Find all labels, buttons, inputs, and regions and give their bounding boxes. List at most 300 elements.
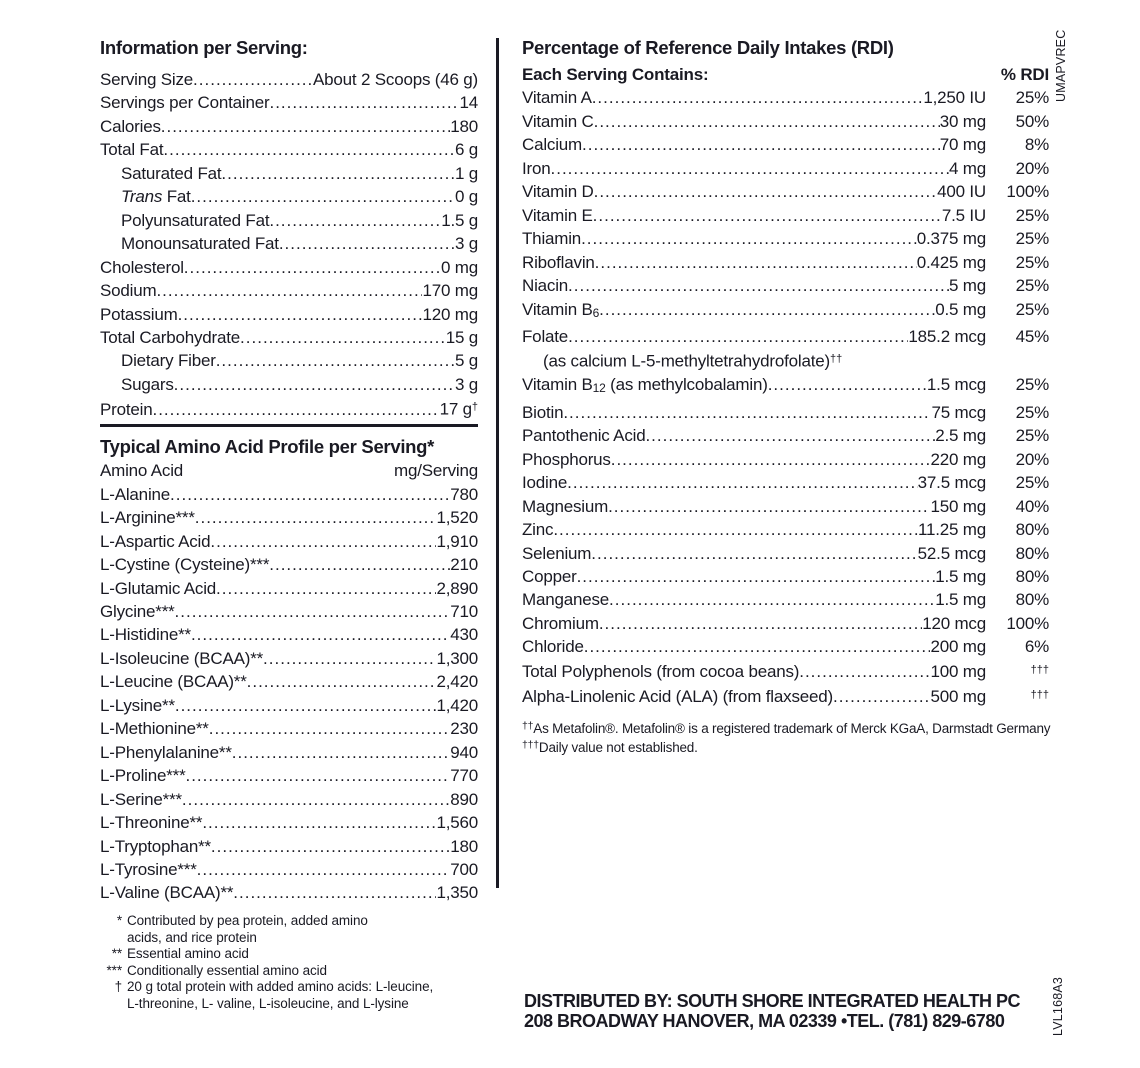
nutrient-name: Vitamin E: [522, 205, 593, 225]
nutrient-amount: 0.375 mg: [916, 229, 986, 249]
footnote: [522, 718, 1049, 737]
nutrient-name: Dietary Fiber: [121, 351, 216, 371]
dot-leader: [269, 91, 459, 114]
footnote-marker: ***: [106, 962, 122, 978]
nutrition-row: [100, 68, 478, 91]
nutrient-name: Alpha-Linolenic Acid (ALA) (from flaxseed): [522, 687, 833, 707]
dot-leader: [608, 495, 930, 518]
amino-name: L-Tryptophan**: [100, 836, 211, 856]
dot-leader: [568, 325, 908, 348]
nutrient-pct: 25%: [1015, 276, 1049, 296]
nutrition-row: [100, 162, 478, 185]
nutrient-pct: 80%: [1015, 590, 1049, 610]
amino-value: 230: [450, 719, 478, 739]
amino-row: [100, 811, 478, 834]
nutrient-amount: 70 mg: [939, 135, 986, 155]
dot-leader: [163, 138, 455, 161]
nutrient-value: 120 mg: [422, 304, 478, 324]
footnote-text: Contributed by pea protein, added amino acids, and rice protein: [127, 912, 368, 945]
amino-row: [100, 506, 478, 529]
section-divider-line: [100, 424, 478, 427]
footnote-text: Essential amino acid: [127, 946, 249, 962]
dot-leader: [232, 741, 450, 764]
amino-value: 770: [450, 766, 478, 786]
nutrient-value: 180: [450, 116, 478, 136]
nutrient-pct: 50%: [1015, 111, 1049, 131]
nutrient-pct: 40%: [1015, 496, 1049, 516]
dot-leader: [195, 506, 437, 529]
amino-row: [100, 600, 478, 623]
nutrient-name: Sugars: [121, 374, 174, 394]
dot-leader: [269, 553, 450, 576]
amino-name: L-Valine (BCAA)**: [100, 883, 234, 903]
footnote: [100, 963, 478, 980]
rdi-row: [522, 348, 1049, 373]
amino-value: 430: [450, 625, 478, 645]
amino-section-title: Typical Amino Acid Profile per Serving*: [100, 436, 435, 458]
nutrient-pct: 25%: [1015, 299, 1049, 319]
nutrient-pct: 100%: [1006, 613, 1049, 633]
nutrition-row: [100, 91, 478, 114]
nutrient-value: 6 g: [454, 140, 478, 160]
nutrient-name: Vitamin C: [522, 111, 594, 131]
dot-leader: [599, 298, 935, 321]
amino-value: 2,420: [436, 672, 478, 692]
rdi-row: [522, 518, 1049, 541]
amino-value: 180: [450, 836, 478, 856]
nutrient-pct: 25%: [1015, 375, 1049, 395]
rdi-row: [522, 274, 1049, 297]
amino-name: L-Leucine (BCAA)**: [100, 672, 247, 692]
nutrient-name: Protein: [100, 399, 153, 419]
nutrient-pct: 20%: [1015, 158, 1049, 178]
amino-row: [100, 764, 478, 787]
nutrition-row: [100, 209, 478, 232]
nutrient-value: 3 g: [454, 374, 478, 394]
rdi-section-title: Percentage of Reference Daily Intakes (RDI): [522, 37, 894, 58]
nutrient-amount: 4 mg: [949, 158, 986, 178]
dot-leader: [216, 349, 455, 372]
nutrient-value: 5 g: [454, 351, 478, 371]
dot-leader: [593, 204, 942, 227]
nutrient-amount: 75 mcg: [931, 402, 986, 422]
nutrient-pct: †††: [1030, 688, 1049, 701]
nutrient-amount: 200 mg: [930, 637, 986, 657]
nutrient-value: 15 g: [445, 327, 478, 347]
nutrient-pct: 25%: [1015, 473, 1049, 493]
amino-value: 1,420: [436, 695, 478, 715]
nutrient-value: 14: [459, 93, 478, 113]
nutrient-name: Chromium: [522, 613, 599, 633]
nutrient-name: Riboflavin: [522, 252, 595, 272]
rdi-row: [522, 542, 1049, 565]
dot-leader: [581, 227, 917, 250]
footnote: [100, 946, 478, 963]
nutrient-pct: 8%: [1024, 135, 1049, 155]
rdi-row: [522, 588, 1049, 611]
nutrient-pct: 25%: [1015, 426, 1049, 446]
nutrient-value: 0 g: [454, 187, 478, 207]
nutrient-name: Folate: [522, 326, 569, 346]
rdi-row: [522, 110, 1049, 133]
rdi-row: [522, 659, 1049, 684]
nutrient-name: Total Carbohydrate: [100, 327, 241, 347]
amino-row: [100, 577, 478, 600]
dot-leader: [584, 635, 931, 658]
dot-leader: [193, 68, 313, 91]
amino-row: [100, 553, 478, 576]
dot-leader: [551, 157, 950, 180]
dot-leader: [209, 717, 451, 740]
dot-leader: [152, 398, 439, 421]
amino-acid-list: [100, 483, 478, 905]
dot-leader: [216, 577, 436, 600]
nutrition-row: [100, 279, 478, 302]
rdi-row: [522, 448, 1049, 471]
amino-row: [100, 670, 478, 693]
dot-leader: [191, 185, 455, 208]
amino-name: L-Phenylalanine**: [100, 742, 232, 762]
nutrient-amount: 400 IU: [937, 182, 986, 202]
nutrient-name: Phosphorus: [522, 449, 611, 469]
nutrient-pct: 80%: [1015, 520, 1049, 540]
rdi-nutrient-list: [522, 86, 1049, 708]
amino-value: 2,890: [436, 578, 478, 598]
amino-row: [100, 788, 478, 811]
nutrition-row: [100, 256, 478, 279]
nutrition-row: [100, 138, 478, 161]
nutrient-name: Cholesterol: [100, 257, 184, 277]
rdi-col-label: Each Serving Contains:: [522, 65, 709, 84]
rdi-col-pct: % RDI: [1000, 65, 1049, 84]
nutrient-amount: 185.2 mcg: [908, 326, 986, 346]
amino-value: 1,350: [436, 883, 478, 903]
dot-leader: [191, 623, 450, 646]
nutrition-row: [100, 396, 478, 421]
nutrient-name: Vitamin B12 (as methylcobalamin): [522, 375, 768, 396]
nutrient-amount: 52.5 mcg: [917, 543, 986, 563]
rdi-row: [522, 251, 1049, 274]
nutrient-value: 0 mg: [441, 257, 478, 277]
dot-leader: [833, 685, 931, 708]
nutrition-row: [100, 185, 478, 208]
amino-value: 890: [450, 789, 478, 809]
rdi-row: [522, 298, 1049, 325]
footnote-text: Conditionally essential amino acid: [127, 962, 327, 978]
info-section-title: Information per Serving:: [100, 37, 308, 58]
nutrient-name: Vitamin A: [522, 88, 592, 108]
nutrient-name: Sodium: [100, 281, 157, 301]
dot-leader: [577, 565, 936, 588]
amino-name: Glycine***: [100, 602, 175, 622]
dot-leader: [240, 326, 446, 349]
amino-row: [100, 530, 478, 553]
rdi-row: [522, 635, 1049, 658]
nutrition-row: [100, 373, 478, 396]
dot-leader: [197, 858, 451, 881]
amino-value: 1,520: [436, 508, 478, 528]
nutrient-pct: 45%: [1015, 326, 1049, 346]
nutrition-row: [100, 232, 478, 255]
rdi-row: [522, 471, 1049, 494]
amino-value: 940: [450, 742, 478, 762]
amino-name: L-Proline***: [100, 766, 186, 786]
nutrient-name: Magnesium: [522, 496, 609, 516]
nutrient-amount: 11.25 mg: [917, 520, 986, 540]
column-divider-line: [496, 38, 499, 888]
info-per-serving-section: [100, 36, 478, 1012]
nutrient-pct: 80%: [1015, 543, 1049, 563]
nutrient-amount: 120 mcg: [922, 613, 986, 633]
rdi-row: [522, 565, 1049, 588]
nutrient-value: 17 g†: [439, 399, 478, 419]
nutrition-row: [100, 349, 478, 372]
rdi-row: [522, 325, 1049, 348]
dot-leader: [595, 251, 917, 274]
amino-value: 1,910: [436, 531, 478, 551]
nutrient-amount: 1.5 mcg: [926, 375, 986, 395]
dot-leader: [175, 694, 437, 717]
nutrient-name: Servings per Container: [100, 93, 270, 113]
dot-leader: [221, 162, 455, 185]
print-code-top: UMAPVREC: [1054, 29, 1068, 102]
nutrient-name: Iodine: [522, 473, 568, 493]
footnote-text: As Metafolin®. Metafolin® is a registered trademark of Merck KGaA, Darmstadt Germany: [533, 720, 1051, 736]
amino-row: [100, 717, 478, 740]
amino-name: L-Lysine**: [100, 695, 175, 715]
nutrient-value: About 2 Scoops (46 g): [313, 70, 478, 89]
amino-row: [100, 881, 478, 904]
amino-name: L-Alanine: [100, 484, 171, 504]
nutrient-name: Potassium: [100, 304, 178, 324]
rdi-section: [522, 36, 1049, 756]
dot-leader: [211, 835, 450, 858]
dot-leader: [645, 424, 935, 447]
nutrient-name: Vitamin D: [522, 182, 594, 202]
dot-leader: [170, 483, 450, 506]
amino-name: L-Glutamic Acid: [100, 578, 217, 598]
amino-col-label: Amino Acid: [100, 461, 184, 481]
nutrient-name: Serving Size: [100, 70, 194, 89]
nutrient-name: Chloride: [522, 637, 584, 657]
dot-leader: [279, 232, 455, 255]
dot-leader: [591, 542, 917, 565]
amino-row: [100, 483, 478, 506]
amino-footnotes: [100, 913, 478, 1013]
nutrient-pct: 20%: [1015, 449, 1049, 469]
nutrient-name: Zinc: [522, 520, 554, 540]
nutrient-amount: 30 mg: [939, 111, 986, 131]
dot-leader: [174, 373, 455, 396]
nutrient-pct: 25%: [1015, 205, 1049, 225]
dot-leader: [582, 133, 940, 156]
rdi-table-header: [522, 63, 1049, 86]
amino-value: 1,300: [436, 648, 478, 668]
nutrition-facts-list: [100, 68, 478, 421]
footnote-marker: ††: [522, 719, 534, 732]
dot-leader: [269, 209, 441, 232]
footnote: [100, 913, 478, 946]
dot-leader: [609, 588, 935, 611]
rdi-row: [522, 133, 1049, 156]
dot-leader: [553, 518, 918, 541]
nutrient-name: Saturated Fat: [121, 163, 222, 183]
footnote-marker: †: [114, 979, 122, 995]
rdi-row: [522, 157, 1049, 180]
dot-leader: [233, 881, 436, 904]
nutrient-amount: 37.5 mcg: [917, 473, 986, 493]
nutrient-pct: †††: [1030, 663, 1049, 676]
footnote-text: Daily value not established.: [538, 739, 698, 755]
amino-value: 710: [450, 602, 478, 622]
nutrient-amount: 1.5 mg: [935, 590, 986, 610]
amino-col-value: mg/Serving: [394, 461, 478, 481]
amino-name: L-Threonine**: [100, 813, 203, 833]
amino-name: L-Cystine (Cysteine)***: [100, 555, 270, 575]
nutrient-pct: 25%: [1015, 402, 1049, 422]
nutrient-value: 170 mg: [422, 281, 478, 301]
rdi-row: [522, 180, 1049, 203]
dot-leader: [210, 530, 436, 553]
amino-row: [100, 623, 478, 646]
rdi-row: [522, 495, 1049, 518]
nutrient-name: Iron: [522, 158, 551, 178]
nutrient-pct: 6%: [1024, 637, 1049, 657]
nutrient-amount: 0.425 mg: [916, 252, 986, 272]
nutrient-name: Selenium: [522, 543, 592, 563]
nutrient-pct: 25%: [1015, 88, 1049, 108]
dot-leader: [182, 788, 450, 811]
nutrient-amount: 150 mg: [930, 496, 986, 516]
footnote-marker: †††: [522, 738, 539, 751]
nutrient-name: Pantothenic Acid: [522, 426, 646, 446]
nutrient-name: Polyunsaturated Fat: [121, 210, 270, 230]
nutrient-name: Calcium: [522, 135, 583, 155]
nutrient-amount: 5 mg: [949, 276, 986, 296]
amino-value: 700: [450, 860, 478, 879]
nutrition-row: [100, 303, 478, 326]
nutrient-value: 3 g: [454, 234, 478, 254]
nutrient-pct: 25%: [1015, 229, 1049, 249]
nutrient-value: 1.5 g: [441, 210, 478, 230]
nutrient-name: Total Fat: [100, 140, 164, 160]
dot-leader: [594, 110, 940, 133]
amino-name: L-Serine***: [100, 789, 182, 809]
nutrient-name: Total Polyphenols (from cocoa beans): [522, 662, 800, 682]
nutrient-name: Thiamin: [522, 229, 582, 249]
nutrient-pct: 25%: [1015, 252, 1049, 272]
dot-leader: [247, 670, 437, 693]
dot-leader: [161, 115, 450, 138]
distributor-line2: 208 BROADWAY HANOVER, MA 02339 •TEL. (781) 829-6780: [524, 1010, 1005, 1031]
footnote: [522, 737, 1049, 756]
dot-leader: [599, 612, 922, 635]
dot-leader: [263, 647, 436, 670]
dot-leader: [768, 373, 927, 396]
rdi-row: [522, 684, 1049, 709]
amino-row: [100, 694, 478, 717]
footnote-marker: **: [111, 946, 122, 962]
nutrient-name: Biotin: [522, 402, 564, 422]
rdi-row: [522, 373, 1049, 400]
amino-row: [100, 835, 478, 858]
dot-leader: [568, 274, 949, 297]
rdi-row: [522, 612, 1049, 635]
nutrition-row: [100, 115, 478, 138]
footnote: [100, 979, 478, 1012]
dot-leader: [156, 279, 422, 302]
rdi-row: [522, 86, 1049, 109]
nutrient-amount: 1,250 IU: [923, 88, 986, 108]
amino-name: L-Isoleucine (BCAA)**: [100, 648, 264, 668]
distributor-info: [524, 992, 1020, 1031]
amino-table-header: [100, 459, 478, 482]
nutrient-value: 1 g: [454, 163, 478, 183]
rdi-row: [522, 204, 1049, 227]
amino-name: L-Arginine***: [100, 508, 195, 528]
nutrient-amount: 2.5 mg: [935, 426, 986, 446]
amino-row: [100, 741, 478, 764]
dot-leader: [611, 448, 931, 471]
nutrient-amount: 500 mg: [930, 687, 986, 707]
nutrient-pct: 100%: [1006, 182, 1049, 202]
nutrient-amount: 0.5 mg: [935, 299, 986, 319]
dot-leader: [202, 811, 436, 834]
amino-name: L-Methionine**: [100, 719, 209, 739]
nutrient-amount: 7.5 IU: [941, 205, 986, 225]
nutrient-name: Vitamin B6: [522, 299, 600, 320]
amino-value: 210: [450, 555, 478, 575]
dot-leader: [592, 86, 924, 109]
dot-leader: [184, 256, 441, 279]
amino-value: 1,560: [436, 813, 478, 833]
nutrient-amount: 100 mg: [930, 662, 986, 682]
amino-row: [100, 647, 478, 670]
nutrient-name: (as calcium L-5-methyltetrahydrofolate)††: [543, 351, 843, 371]
dot-leader: [594, 180, 938, 203]
rdi-row: [522, 227, 1049, 250]
amino-name: L-Tyrosine***: [100, 860, 197, 879]
rdi-row: [522, 401, 1049, 424]
nutrient-name: Calories: [100, 116, 161, 136]
dot-leader: [175, 600, 451, 623]
nutrition-row: [100, 326, 478, 349]
rdi-footnotes: [522, 718, 1049, 756]
dot-leader: [178, 303, 423, 326]
amino-value: 780: [450, 484, 478, 504]
nutrient-name: Niacin: [522, 276, 569, 296]
nutrient-name: Trans Fat: [121, 187, 191, 207]
nutrient-name: Manganese: [522, 590, 610, 610]
dot-leader: [563, 401, 931, 424]
nutrient-amount: 1.5 mg: [935, 567, 986, 587]
footnote-marker: *: [116, 912, 122, 928]
nutrient-amount: 220 mg: [930, 449, 986, 469]
footnote-text: 20 g total protein with added amino acids: L-leucine, L-threonine, L- valine, L-isoleucine, and L-lysine: [127, 979, 434, 1011]
dot-leader: [799, 660, 930, 683]
amino-row: [100, 858, 478, 881]
nutrient-name: Monounsaturated Fat: [121, 234, 279, 254]
amino-name: L-Histidine**: [100, 625, 191, 645]
amino-name: L-Aspartic Acid: [100, 531, 211, 551]
nutrient-name: Copper: [522, 567, 577, 587]
rdi-row: [522, 424, 1049, 447]
print-code-bottom: LVL168A3: [1051, 976, 1065, 1036]
nutrient-pct: 80%: [1015, 567, 1049, 587]
distributor-line1: DISTRIBUTED BY: SOUTH SHORE INTEGRATED HEALTH PC: [524, 991, 1021, 1011]
dot-leader: [185, 764, 450, 787]
dot-leader: [567, 471, 918, 494]
